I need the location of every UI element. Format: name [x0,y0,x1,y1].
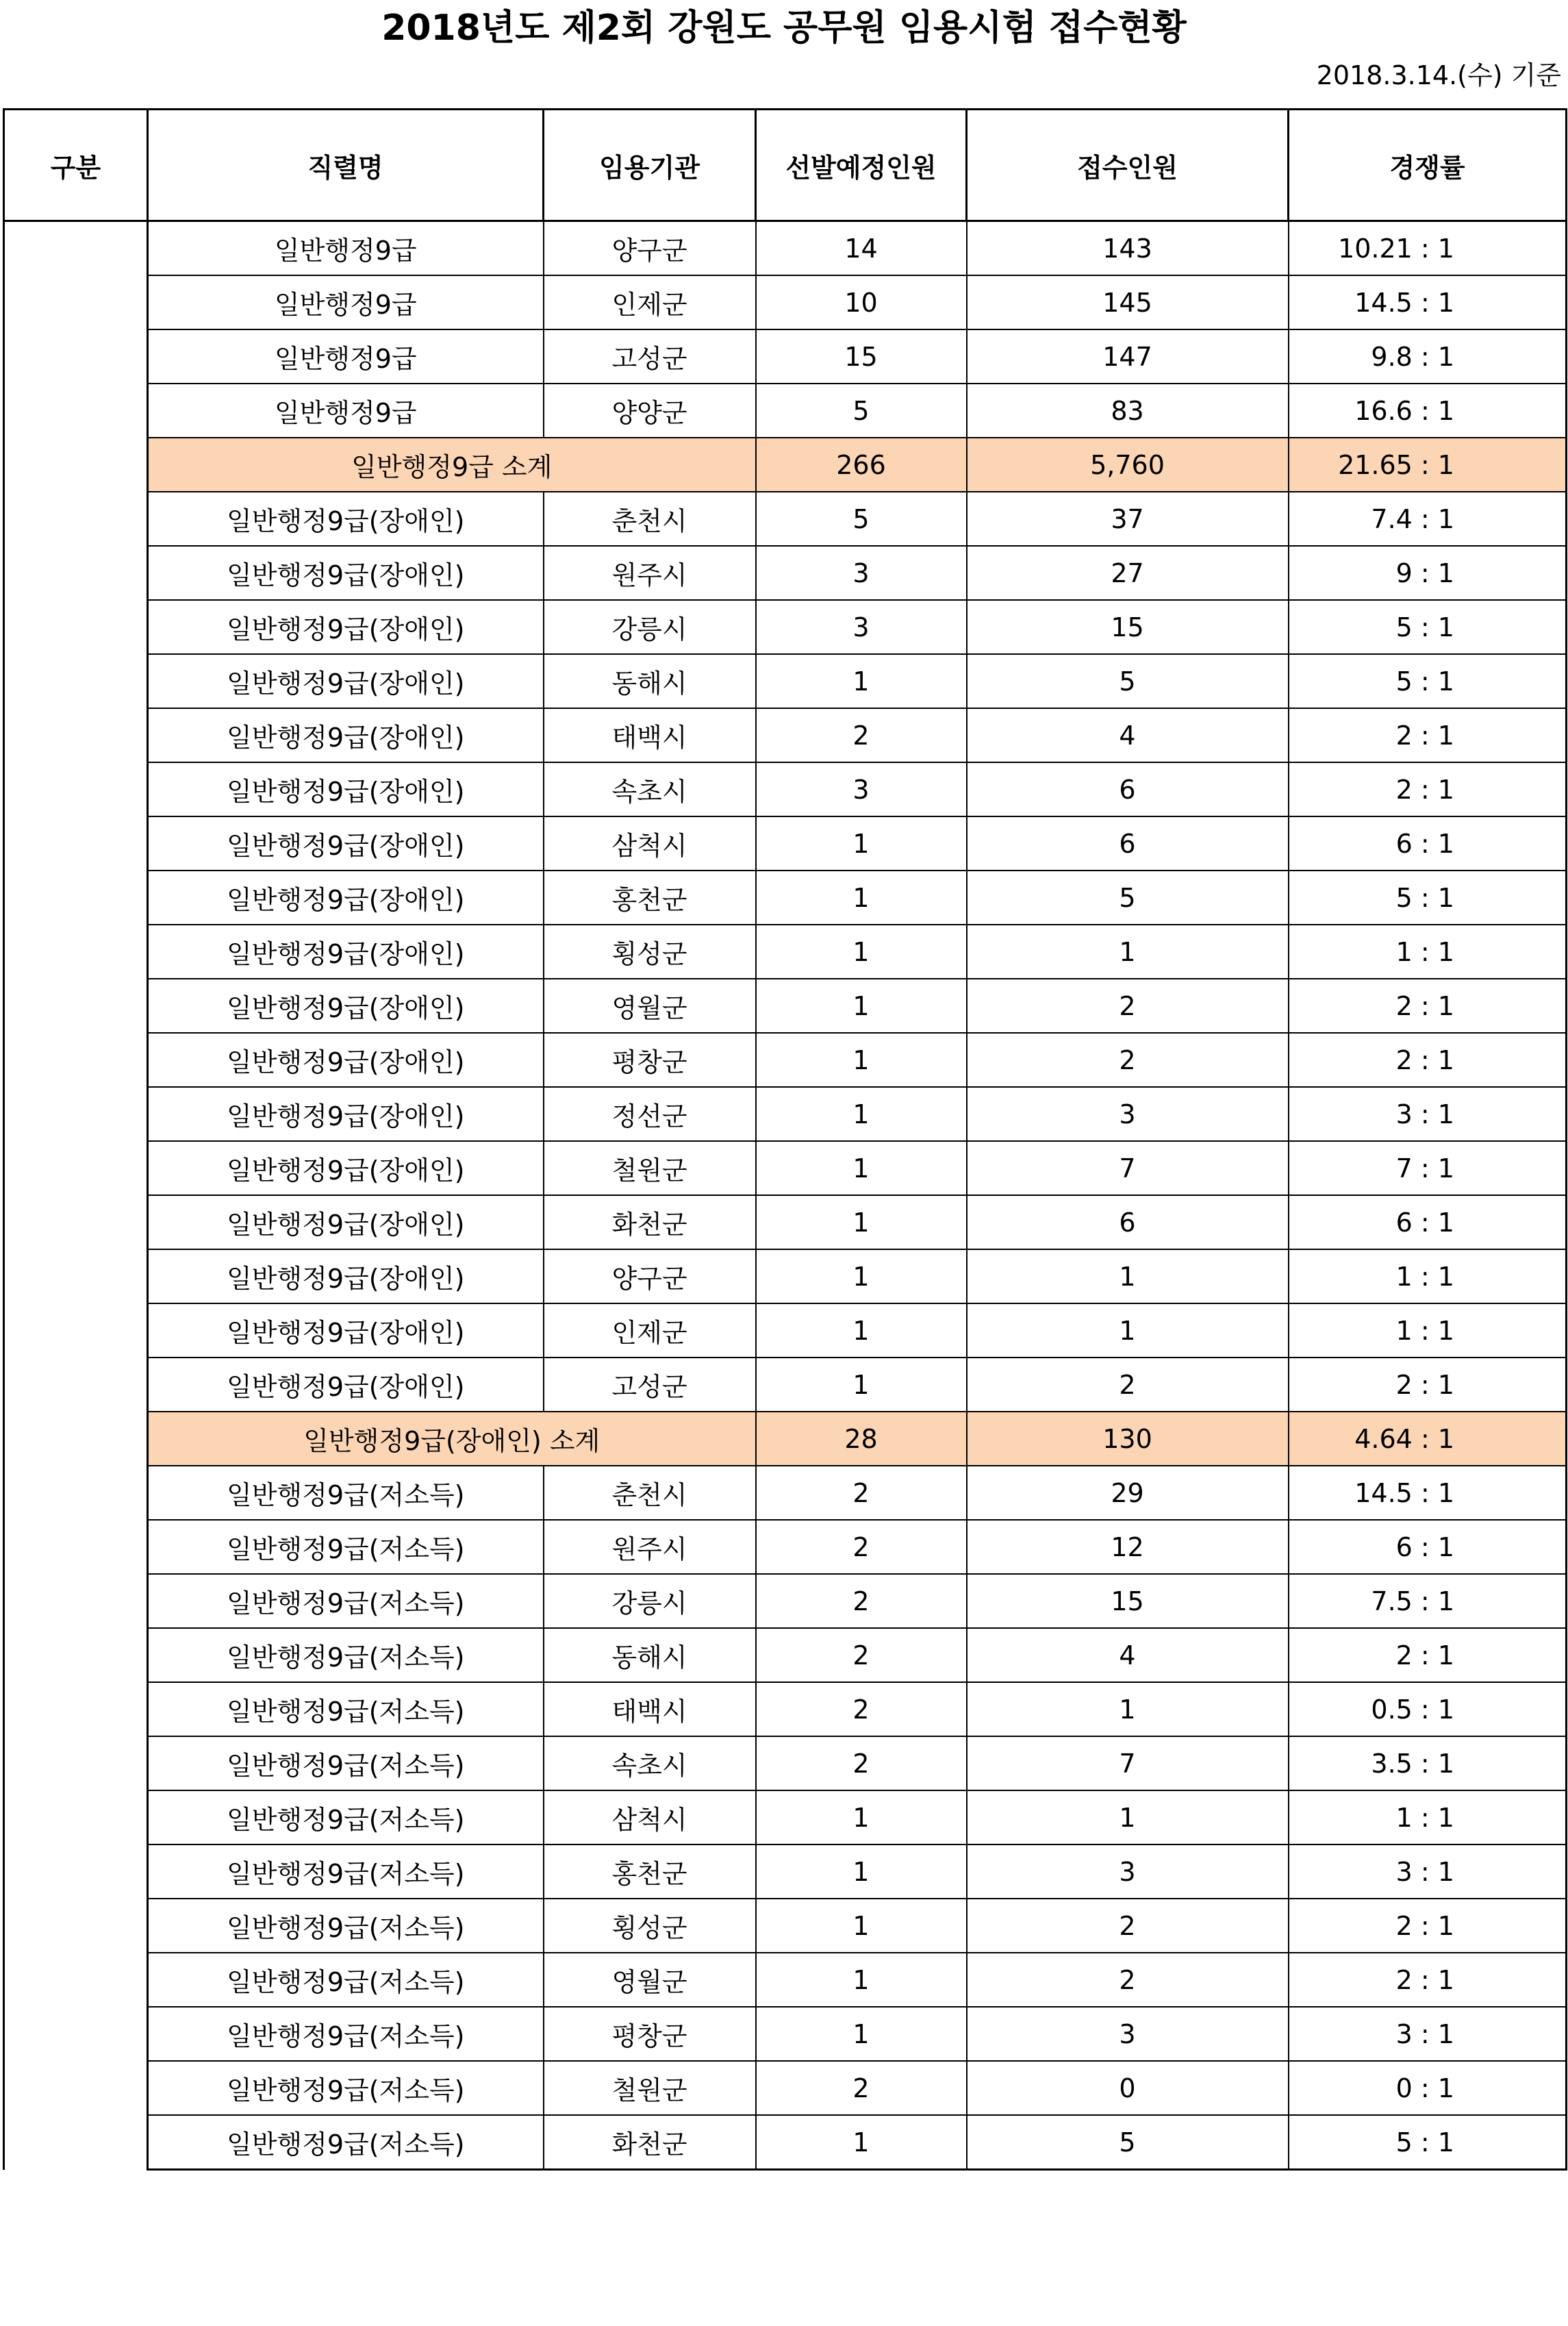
agency-cell: 강릉시 [544,600,756,654]
subtotal-label: 일반행정9급 소계 [148,438,756,492]
table-row [4,925,1567,979]
agency-cell: 고성군 [544,329,756,384]
planned-hires-cell: 1 [756,1195,967,1249]
job-series-cell: 일반행정9급(장애인) [148,979,544,1033]
applicants-cell: 2 [967,979,1289,1033]
agency-cell: 양구군 [544,1249,756,1303]
table-row [4,871,1567,925]
job-series-cell: 일반행정9급(저소득) [148,2115,544,2170]
agency-cell: 동해시 [544,1628,756,1682]
planned-hires-cell: 1 [756,1087,967,1141]
applicants-cell: 15 [967,1574,1289,1628]
competition-rate-cell: 7.5 : 1 [1289,1574,1567,1628]
job-series-cell: 일반행정9급(장애인) [148,1303,544,1358]
competition-rate-cell: 14.5 : 1 [1289,275,1567,329]
agency-cell: 평창군 [544,1033,756,1087]
table-row [4,654,1567,708]
header-planned-hires: 선발예정인원 [756,110,967,221]
applicants-cell: 145 [967,275,1289,329]
category-cell [4,221,148,276]
competition-rate-cell: 16.6 : 1 [1289,384,1567,438]
header-category: 구분 [4,110,148,221]
job-series-cell: 일반행정9급(장애인) [148,1358,544,1412]
applicants-cell: 2 [967,1953,1289,2007]
planned-hires-cell: 2 [756,1628,967,1682]
category-cell [4,1466,148,1520]
planned-hires-cell: 10 [756,275,967,329]
job-series-cell: 일반행정9급(장애인) [148,708,544,762]
category-cell [4,600,148,654]
agency-cell: 영월군 [544,979,756,1033]
planned-hires-cell: 1 [756,1033,967,1087]
table-row [4,1899,1567,1953]
table-row [4,1628,1567,1682]
competition-rate-cell: 5 : 1 [1289,654,1567,708]
category-cell [4,546,148,600]
job-series-cell: 일반행정9급(저소득) [148,1628,544,1682]
applicants-cell: 2 [967,1358,1289,1412]
job-series-cell: 일반행정9급(저소득) [148,1899,544,1953]
table-row [4,1790,1567,1844]
planned-hires-cell: 3 [756,762,967,816]
agency-cell: 태백시 [544,1682,756,1736]
header-appointing-agency: 임용기관 [544,110,756,221]
table-row [4,816,1567,871]
job-series-cell: 일반행정9급(장애인) [148,1087,544,1141]
table-row [4,762,1567,816]
job-series-cell: 일반행정9급(장애인) [148,492,544,546]
planned-hires-cell: 14 [756,221,967,276]
table-row [4,2115,1567,2170]
planned-hires-cell: 28 [756,1412,967,1466]
applicants-cell: 7 [967,1736,1289,1790]
category-cell [4,2115,148,2170]
category-cell [4,1790,148,1844]
agency-cell: 평창군 [544,2007,756,2061]
job-series-cell: 일반행정9급(저소득) [148,1844,544,1899]
planned-hires-cell: 1 [756,925,967,979]
category-cell [4,1358,148,1412]
table-row [4,708,1567,762]
agency-cell: 홍천군 [544,1844,756,1899]
planned-hires-cell: 1 [756,1899,967,1953]
table-row [4,221,1567,276]
applicants-cell: 1 [967,1249,1289,1303]
table-header [4,110,1567,221]
table-row [4,2061,1567,2115]
category-cell [4,1953,148,2007]
agency-cell: 화천군 [544,1195,756,1249]
agency-cell: 영월군 [544,1953,756,2007]
competition-rate-cell: 6 : 1 [1289,1195,1567,1249]
planned-hires-cell: 15 [756,329,967,384]
job-series-cell: 일반행정9급 [148,275,544,329]
planned-hires-cell: 1 [756,1141,967,1195]
job-series-cell: 일반행정9급(저소득) [148,1736,544,1790]
planned-hires-cell: 1 [756,1953,967,2007]
agency-cell: 속초시 [544,1736,756,1790]
header-applicants: 접수인원 [967,110,1289,221]
planned-hires-cell: 2 [756,1736,967,1790]
table-row [4,1466,1567,1520]
job-series-cell: 일반행정9급(장애인) [148,1033,544,1087]
competition-rate-cell: 10.21 : 1 [1289,221,1567,276]
planned-hires-cell: 2 [756,1466,967,1520]
as-of-date: 2018.3.14.(수) 기준 [1316,60,1561,90]
planned-hires-cell: 1 [756,1358,967,1412]
job-series-cell: 일반행정9급(저소득) [148,1953,544,2007]
applicants-cell: 37 [967,492,1289,546]
category-cell [4,654,148,708]
planned-hires-cell: 1 [756,654,967,708]
applicants-cell: 5 [967,2115,1289,2170]
applicants-cell: 12 [967,1520,1289,1574]
competition-rate-cell: 9.8 : 1 [1289,329,1567,384]
category-cell [4,1736,148,1790]
job-series-cell: 일반행정9급(장애인) [148,1249,544,1303]
agency-cell: 고성군 [544,1358,756,1412]
job-series-cell: 일반행정9급(저소득) [148,1682,544,1736]
applicants-cell: 29 [967,1466,1289,1520]
competition-rate-cell: 1 : 1 [1289,1790,1567,1844]
category-cell [4,1844,148,1899]
competition-rate-cell: 0 : 1 [1289,2061,1567,2115]
competition-rate-cell: 1 : 1 [1289,925,1567,979]
category-cell [4,438,148,492]
subtotal-row [4,438,1567,492]
applicants-cell: 147 [967,329,1289,384]
job-series-cell: 일반행정9급 [148,384,544,438]
agency-cell: 삼척시 [544,1790,756,1844]
applicants-cell: 0 [967,2061,1289,2115]
category-cell [4,1682,148,1736]
job-series-cell: 일반행정9급(장애인) [148,925,544,979]
applicants-cell: 4 [967,708,1289,762]
planned-hires-cell: 2 [756,1574,967,1628]
category-cell [4,1141,148,1195]
job-series-cell: 일반행정9급(저소득) [148,1790,544,1844]
applicants-cell: 5 [967,654,1289,708]
competition-rate-cell: 2 : 1 [1289,1953,1567,2007]
applicants-cell: 3 [967,1087,1289,1141]
competition-rate-cell: 2 : 1 [1289,1358,1567,1412]
category-cell [4,384,148,438]
planned-hires-cell: 2 [756,1520,967,1574]
category-cell [4,1195,148,1249]
table-row [4,275,1567,329]
table-row [4,1953,1567,2007]
job-series-cell: 일반행정9급(저소득) [148,2007,544,2061]
job-series-cell: 일반행정9급(장애인) [148,600,544,654]
table-row [4,1736,1567,1790]
job-series-cell: 일반행정9급(장애인) [148,762,544,816]
category-cell [4,2061,148,2115]
category-cell [4,492,148,546]
category-cell [4,925,148,979]
applicants-cell: 143 [967,221,1289,276]
category-cell [4,1303,148,1358]
table-body [4,221,1567,2170]
agency-cell: 철원군 [544,2061,756,2115]
planned-hires-cell: 3 [756,546,967,600]
competition-rate-cell: 4.64 : 1 [1289,1412,1567,1466]
category-cell [4,1412,148,1466]
agency-cell: 철원군 [544,1141,756,1195]
agency-cell: 양구군 [544,221,756,276]
competition-rate-cell: 0.5 : 1 [1289,1682,1567,1736]
job-series-cell: 일반행정9급(장애인) [148,816,544,871]
table-row [4,1087,1567,1141]
competition-rate-cell: 2 : 1 [1289,1033,1567,1087]
planned-hires-cell: 1 [756,871,967,925]
competition-rate-cell: 7.4 : 1 [1289,492,1567,546]
competition-rate-cell: 1 : 1 [1289,1303,1567,1358]
competition-rate-cell: 5 : 1 [1289,600,1567,654]
agency-cell: 홍천군 [544,871,756,925]
agency-cell: 춘천시 [544,492,756,546]
applicants-cell: 3 [967,2007,1289,2061]
header-competition-rate: 경쟁률 [1289,110,1567,221]
competition-rate-cell: 2 : 1 [1289,1628,1567,1682]
competition-rate-cell: 2 : 1 [1289,762,1567,816]
agency-cell: 인제군 [544,275,756,329]
job-series-cell: 일반행정9급 [148,221,544,276]
subtotal-row [4,1412,1567,1466]
table-row [4,600,1567,654]
table-row [4,1249,1567,1303]
job-series-cell: 일반행정9급(장애인) [148,654,544,708]
agency-cell: 태백시 [544,708,756,762]
planned-hires-cell: 1 [756,1303,967,1358]
job-series-cell: 일반행정9급(장애인) [148,871,544,925]
job-series-cell: 일반행정9급(장애인) [148,546,544,600]
planned-hires-cell: 2 [756,708,967,762]
applicants-cell: 1 [967,1303,1289,1358]
category-cell [4,275,148,329]
planned-hires-cell: 1 [756,1844,967,1899]
agency-cell: 횡성군 [544,1899,756,1953]
applicants-cell: 83 [967,384,1289,438]
table-row [4,492,1567,546]
job-series-cell: 일반행정9급(장애인) [148,1195,544,1249]
agency-cell: 원주시 [544,1520,756,1574]
competition-rate-cell: 6 : 1 [1289,1520,1567,1574]
competition-rate-cell: 2 : 1 [1289,1899,1567,1953]
category-cell [4,1628,148,1682]
category-cell [4,1574,148,1628]
agency-cell: 춘천시 [544,1466,756,1520]
competition-rate-cell: 5 : 1 [1289,871,1567,925]
planned-hires-cell: 5 [756,384,967,438]
category-cell [4,1520,148,1574]
agency-cell: 삼척시 [544,816,756,871]
category-cell [4,708,148,762]
competition-rate-cell: 3.5 : 1 [1289,1736,1567,1790]
planned-hires-cell: 2 [756,2061,967,2115]
table-row [4,1358,1567,1412]
table-row [4,384,1567,438]
category-cell [4,762,148,816]
category-cell [4,871,148,925]
planned-hires-cell: 5 [756,492,967,546]
applicants-cell: 6 [967,762,1289,816]
planned-hires-cell: 1 [756,816,967,871]
competition-rate-cell: 1 : 1 [1289,1249,1567,1303]
applicants-cell: 6 [967,816,1289,871]
applicants-cell: 130 [967,1412,1289,1466]
agency-cell: 횡성군 [544,925,756,979]
agency-cell: 속초시 [544,762,756,816]
planned-hires-cell: 1 [756,2007,967,2061]
category-cell [4,1899,148,1953]
applicants-cell: 5,760 [967,438,1289,492]
job-series-cell: 일반행정9급(저소득) [148,1520,544,1574]
planned-hires-cell: 266 [756,438,967,492]
competition-rate-cell: 5 : 1 [1289,2115,1567,2170]
application-status-table [3,108,1567,2171]
category-cell [4,2007,148,2061]
applicants-cell: 6 [967,1195,1289,1249]
applicants-cell: 3 [967,1844,1289,1899]
competition-rate-cell: 2 : 1 [1289,708,1567,762]
job-series-cell: 일반행정9급(장애인) [148,1141,544,1195]
table-row [4,546,1567,600]
applicants-cell: 4 [967,1628,1289,1682]
applicants-cell: 15 [967,600,1289,654]
table-row [4,1303,1567,1358]
applicants-cell: 2 [967,1033,1289,1087]
category-cell [4,329,148,384]
agency-cell: 양양군 [544,384,756,438]
table-row [4,1574,1567,1628]
table-row [4,329,1567,384]
header-row [4,110,1567,221]
table-row [4,1195,1567,1249]
planned-hires-cell: 1 [756,1249,967,1303]
job-series-cell: 일반행정9급 [148,329,544,384]
applicants-cell: 1 [967,925,1289,979]
job-series-cell: 일반행정9급(저소득) [148,1574,544,1628]
planned-hires-cell: 1 [756,1790,967,1844]
category-cell [4,816,148,871]
applicants-cell: 2 [967,1899,1289,1953]
subtotal-label: 일반행정9급(장애인) 소계 [148,1412,756,1466]
applicants-cell: 5 [967,871,1289,925]
planned-hires-cell: 2 [756,1682,967,1736]
table-row [4,2007,1567,2061]
agency-cell: 정선군 [544,1087,756,1141]
table-row [4,979,1567,1033]
applicants-cell: 1 [967,1682,1289,1736]
table-row [4,1844,1567,1899]
agency-cell: 강릉시 [544,1574,756,1628]
category-cell [4,979,148,1033]
category-cell [4,1249,148,1303]
table-row [4,1141,1567,1195]
planned-hires-cell: 3 [756,600,967,654]
agency-cell: 동해시 [544,654,756,708]
job-series-cell: 일반행정9급(저소득) [148,1466,544,1520]
agency-cell: 인제군 [544,1303,756,1358]
category-cell [4,1087,148,1141]
competition-rate-cell: 9 : 1 [1289,546,1567,600]
competition-rate-cell: 3 : 1 [1289,1087,1567,1141]
competition-rate-cell: 14.5 : 1 [1289,1466,1567,1520]
competition-rate-cell: 6 : 1 [1289,816,1567,871]
table-row [4,1520,1567,1574]
header-job-series: 직렬명 [148,110,544,221]
competition-rate-cell: 3 : 1 [1289,2007,1567,2061]
agency-cell: 원주시 [544,546,756,600]
competition-rate-cell: 2 : 1 [1289,979,1567,1033]
table-row [4,1033,1567,1087]
agency-cell: 화천군 [544,2115,756,2170]
job-series-cell: 일반행정9급(저소득) [148,2061,544,2115]
page-title: 2018년도 제2회 강원도 공무원 임용시험 접수현황 [381,8,1187,49]
planned-hires-cell: 1 [756,979,967,1033]
competition-rate-cell: 21.65 : 1 [1289,438,1567,492]
category-cell [4,1033,148,1087]
competition-rate-cell: 3 : 1 [1289,1844,1567,1899]
applicants-cell: 7 [967,1141,1289,1195]
planned-hires-cell: 1 [756,2115,967,2170]
table-row [4,1682,1567,1736]
applicants-cell: 1 [967,1790,1289,1844]
competition-rate-cell: 7 : 1 [1289,1141,1567,1195]
applicants-cell: 27 [967,546,1289,600]
